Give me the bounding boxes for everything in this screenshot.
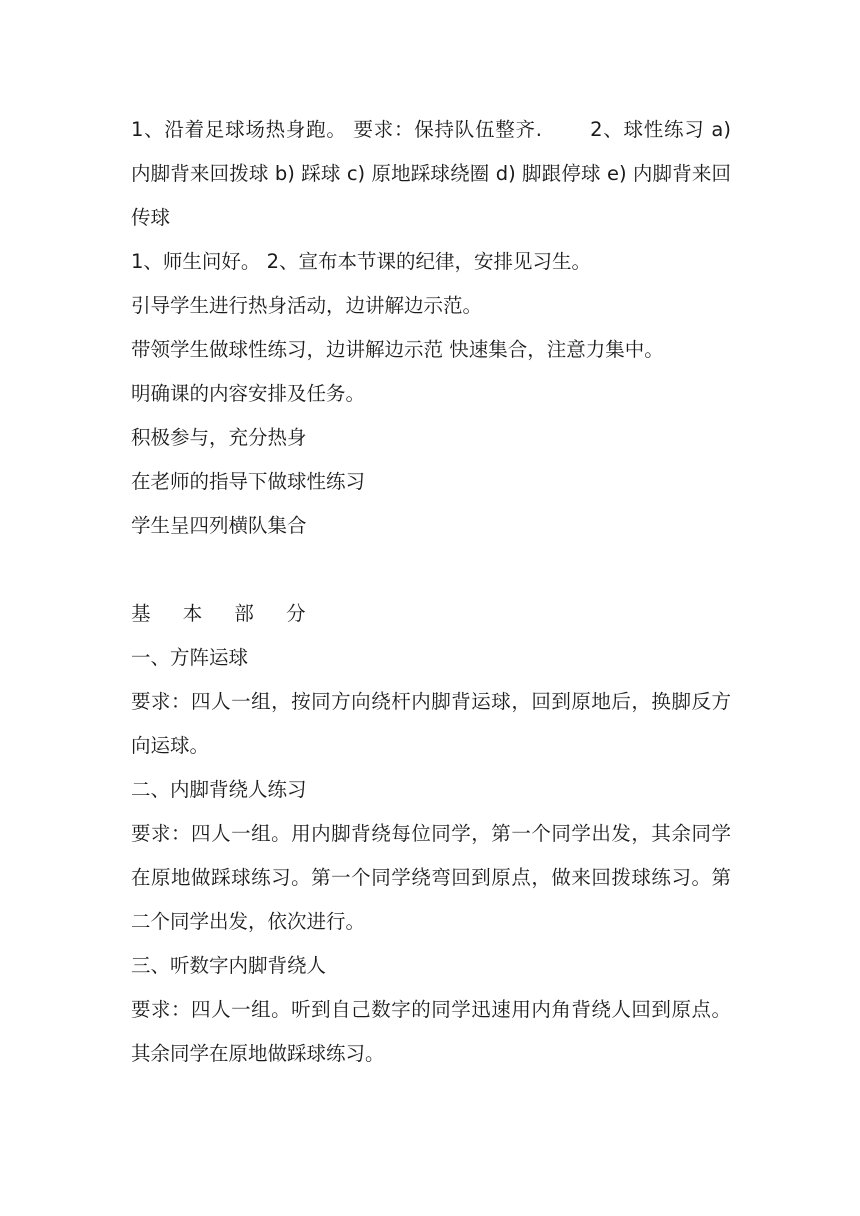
student-line-1: 明确课的内容安排及任务。 xyxy=(131,382,366,405)
teacher-line-1: 1、师生问好。 2、宣布本节课的纪律，安排见习生。 xyxy=(131,250,592,273)
item-2-requirement: 要求：四人一组。用内脚背绕每位同学，第一个同学出发，其余同学在原地做踩球练习。第一个同学绕弯回到原点，做来回拨球练习。第二个同学出发，依次进行。 xyxy=(131,822,731,933)
document-page xyxy=(131,108,731,1076)
teacher-line-2: 引导学生进行热身活动，边讲解边示范。 xyxy=(131,294,483,317)
blank-line xyxy=(131,548,731,592)
item-3-requirement: 要求：四人一组。听到自己数字的同学迅速用内角背绕人回到原点。其余同学在原地做踩球练习。 xyxy=(131,998,731,1065)
item-1-heading: 一、方阵运球 xyxy=(131,646,249,669)
student-line-2: 积极参与，充分热身 xyxy=(131,426,307,449)
student-line-4: 学生呈四列横队集合 xyxy=(131,514,307,537)
teacher-line-3: 带领学生做球性练习，边讲解边示范 快速集合，注意力集中。 xyxy=(131,338,664,361)
item-2-heading: 二、内脚背绕人练习 xyxy=(131,778,307,801)
item-3-heading: 三、听数字内脚背绕人 xyxy=(131,954,327,977)
item-1-requirement: 要求：四人一组，按同方向绕杆内脚背运球，回到原地后，换脚反方向运球。 xyxy=(131,690,731,757)
section-title: 基 本 部 分 xyxy=(131,602,319,625)
warmup-tasks-paragraph: 1、沿着足球场热身跑。 要求：保持队伍整齐. 2、球性练习 a) 内脚背来回拨球 b) 踩球 c) 原地踩球绕圈 d) 脚跟停球 e) 内脚背来回传球 xyxy=(131,118,731,229)
student-line-3: 在老师的指导下做球性练习 xyxy=(131,470,366,493)
